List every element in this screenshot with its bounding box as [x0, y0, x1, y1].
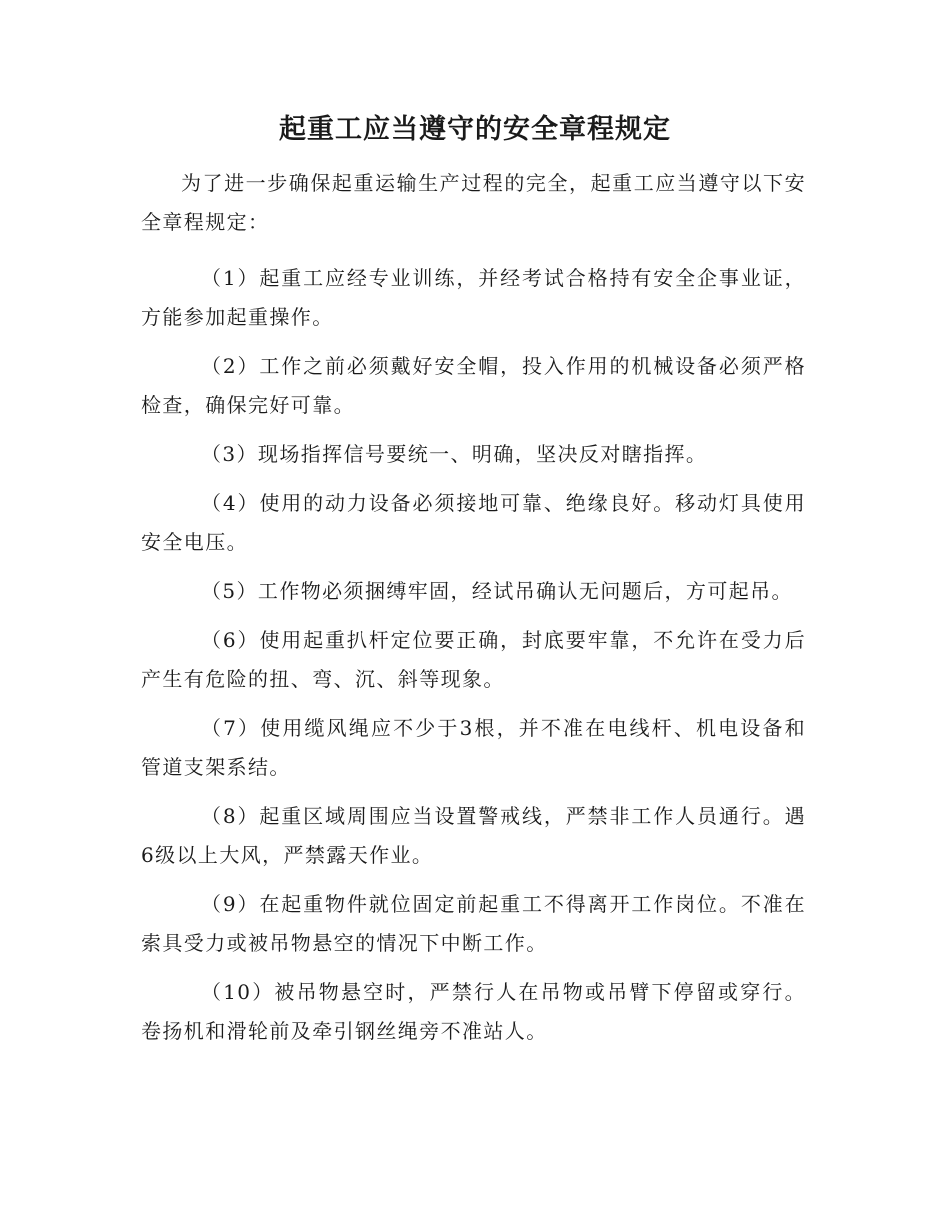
rule-item-1: （1）起重工应经专业训练，并经考试合格持有安全企事业证，方能参加起重操作。 — [141, 266, 806, 329]
rule-item-9: （9）在起重物件就位固定前起重工不得离开工作岗位。不准在索具受力或被吊物悬空的情况下中断工作。 — [141, 892, 806, 955]
rule-item-10: （10）被吊物悬空时，严禁行人在吊物或吊臂下停留或穿行。卷扬机和滑轮前及牵引钢丝绳旁不准站人。 — [141, 980, 806, 1043]
rule-item-5: （5）工作物必须捆缚牢固，经试吊确认无问题后，方可起吊。 — [201, 579, 793, 603]
rule-item-4: （4）使用的动力设备必须接地可靠、绝缘良好。移动灯具使用安全电压。 — [141, 491, 806, 554]
intro-paragraph: 为了进一步确保起重运输生产过程的完全，起重工应当遵守以下安全章程规定： — [141, 171, 806, 234]
rule-item-8: （8）起重区域周围应当设置警戒线，严禁非工作人员通行。遇6级以上大风，严禁露天作业。 — [141, 804, 806, 867]
rule-item-2: （2）工作之前必须戴好安全帽，投入作用的机械设备必须严格检查，确保完好可靠。 — [141, 354, 806, 417]
rule-item-7: （7）使用缆风绳应不少于3根，并不准在电线杆、机电设备和管道支架系结。 — [141, 716, 806, 779]
document-title: 起重工应当遵守的安全章程规定 — [279, 114, 671, 145]
document-body — [141, 164, 806, 1061]
rule-item-6: （6）使用起重扒杆定位要正确，封底要牢靠，不允许在受力后产生有危险的扭、弯、沉、斜等现象。 — [141, 628, 806, 691]
rule-item-3: （3）现场指挥信号要统一、明确，坚决反对瞎指挥。 — [201, 442, 708, 466]
